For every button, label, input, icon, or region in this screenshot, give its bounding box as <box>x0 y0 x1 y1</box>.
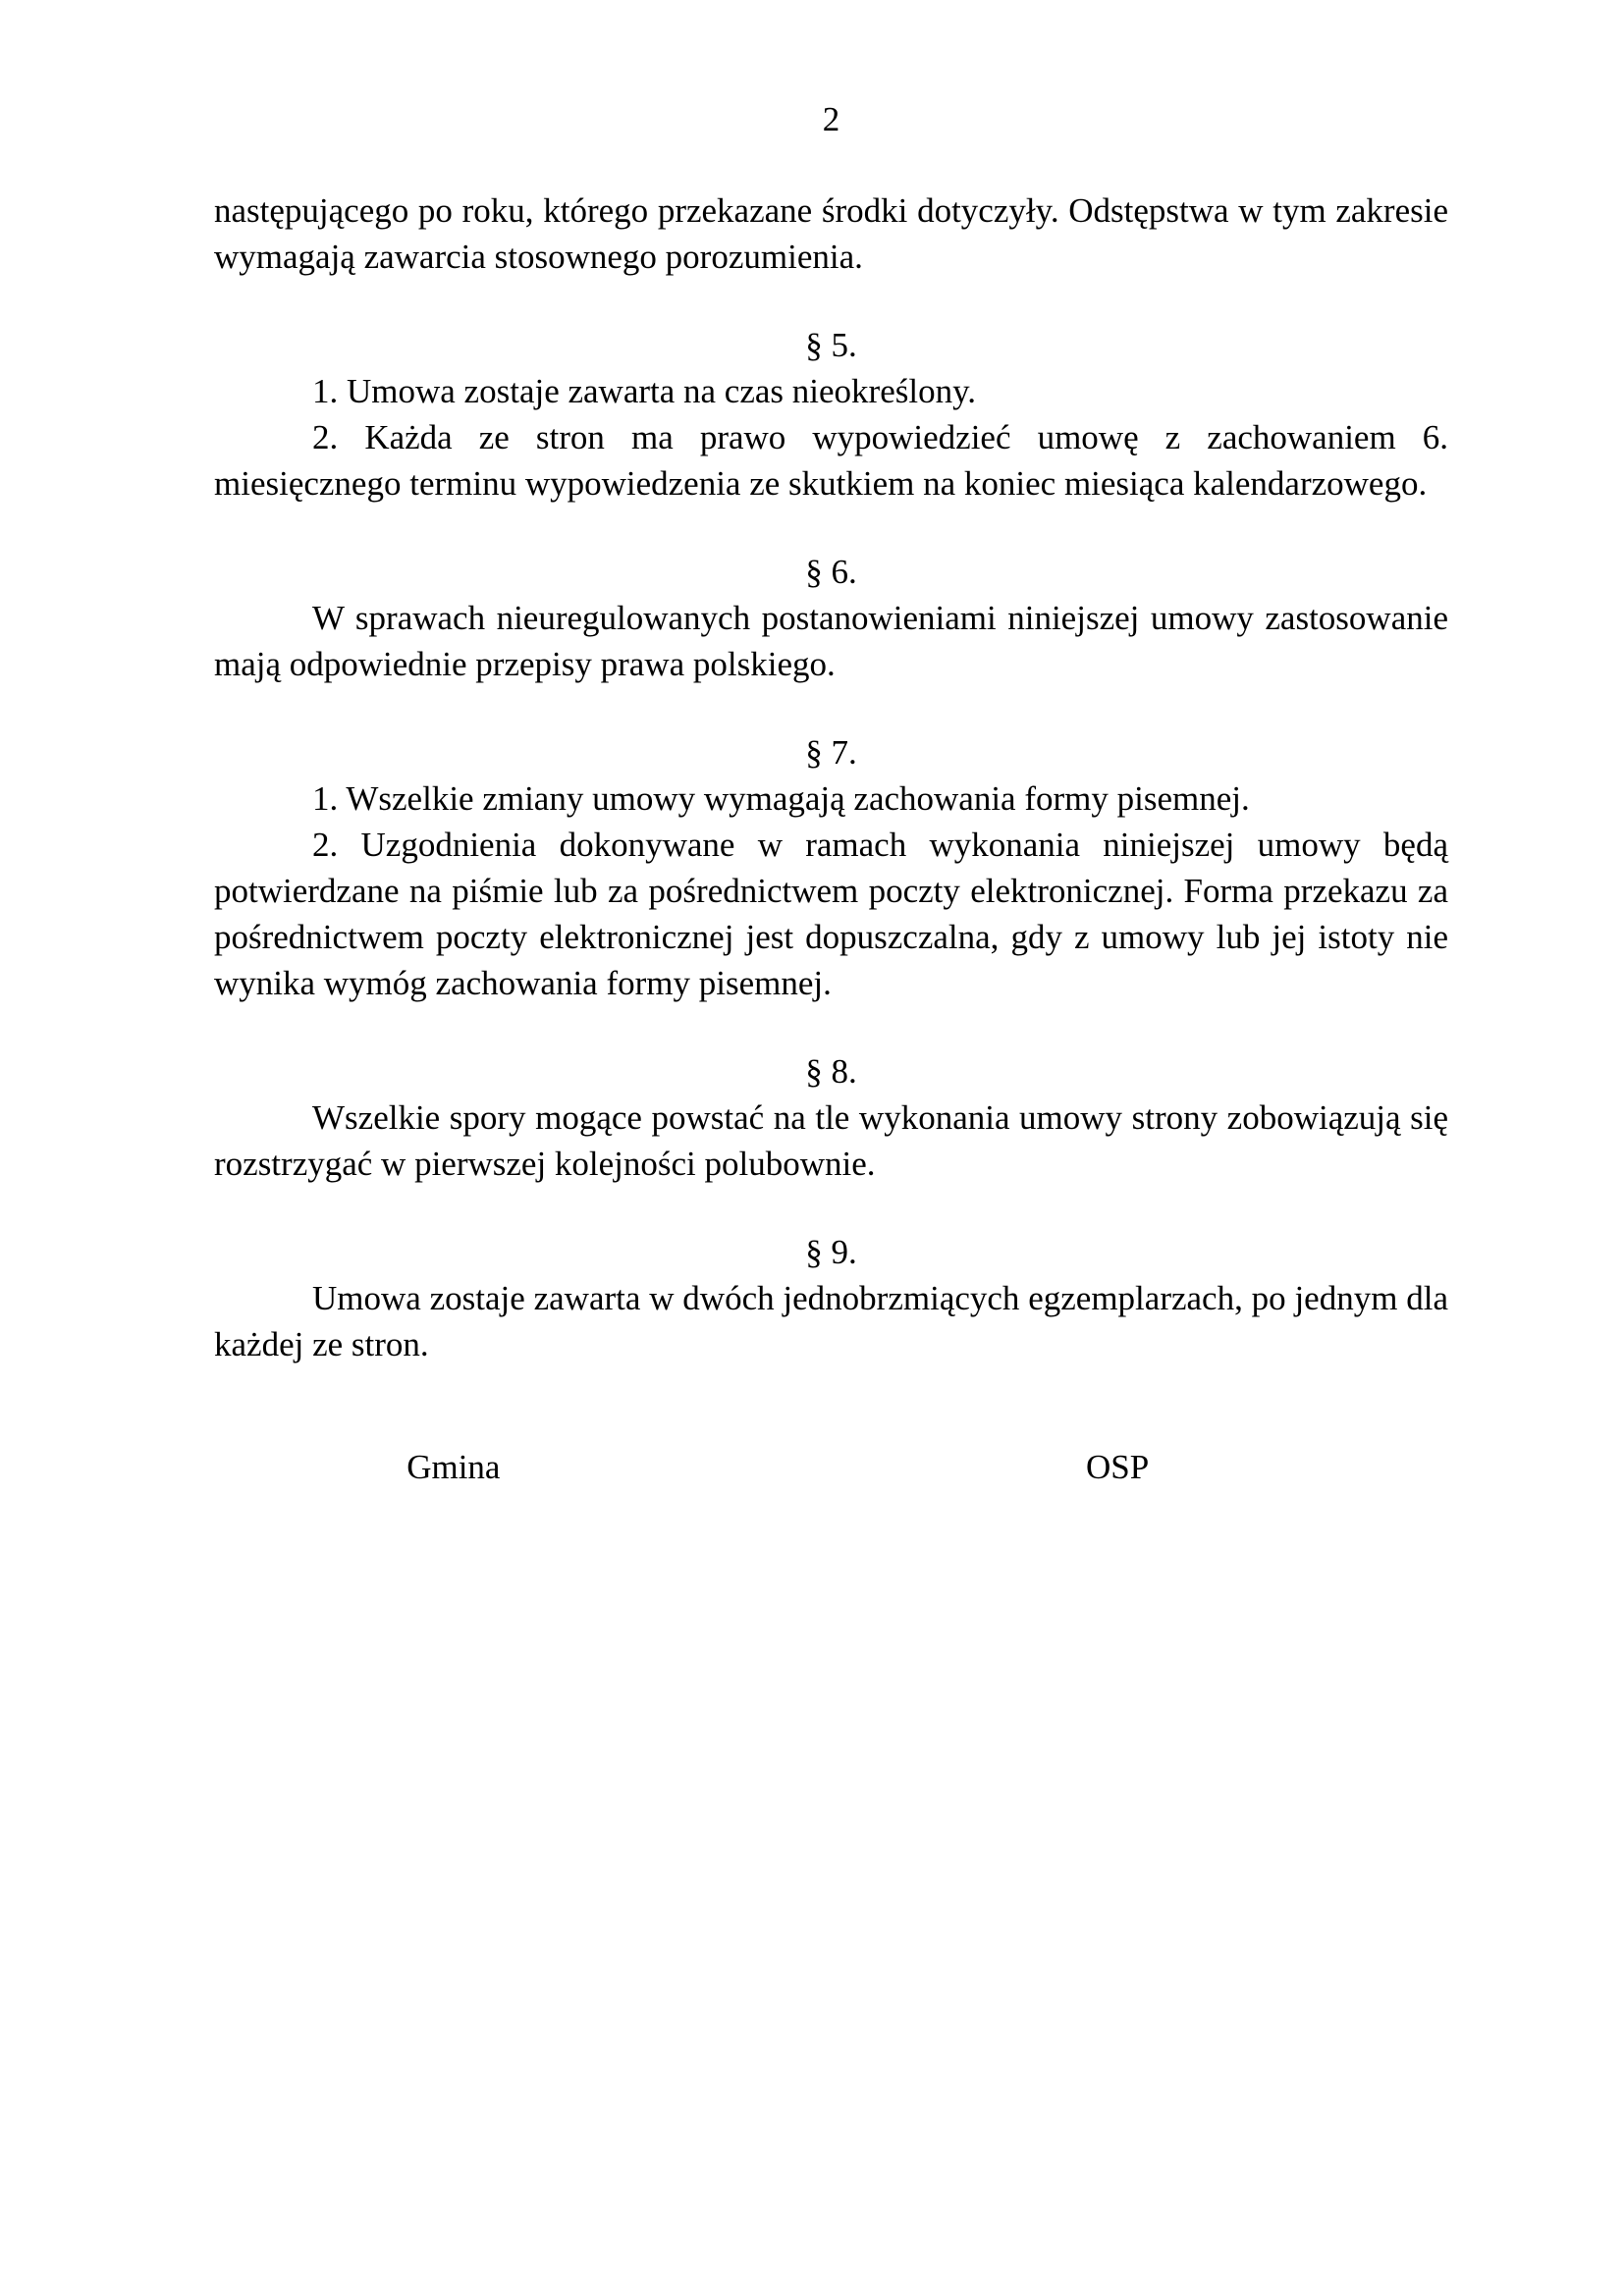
section-heading: § 9. <box>805 1233 857 1271</box>
paragraph: 1. Wszelkie zmiany umowy wymagają zachowania formy pisemnej. <box>312 779 1250 818</box>
paragraph: Wszelkie spory mogące powstać na tle wykonania umowy strony zobowiązują się rozstrzygać w pierwszej kolejności polubownie. <box>214 1098 1448 1183</box>
paragraph: następującego po roku, którego przekazane środki dotyczyły. Odstępstwa w tym zakresie wymagają zawarcia stosownego porozumienia. <box>214 191 1448 276</box>
paragraph: 1. Umowa zostaje zawarta na czas nieokreślony. <box>312 372 977 410</box>
document-content <box>214 187 1448 1367</box>
paragraph: 2. Każda ze stron ma prawo wypowiedzieć umowę z zachowaniem 6. miesięcznego terminu wypowiedzenia ze skutkiem na koniec miesiąca kalendarzowego. <box>214 418 1448 503</box>
signature-row <box>214 1444 1448 1490</box>
paragraph: Umowa zostaje zawarta w dwóch jednobrzmiących egzemplarzach, po jednym dla każdej ze stron. <box>214 1279 1448 1363</box>
signature-party-gmina: Gmina <box>406 1448 501 1486</box>
section-heading: § 6. <box>805 553 857 591</box>
signature-party-osp: OSP <box>1086 1448 1150 1486</box>
paragraph: W sprawach nieuregulowanych postanowieniami niniejszej umowy zastosowanie mają odpowiednie przepisy prawa polskiego. <box>214 599 1448 683</box>
section-heading: § 8. <box>805 1052 857 1091</box>
section-heading: § 5. <box>805 326 857 364</box>
page-number: 2 <box>822 100 840 138</box>
paragraph: 2. Uzgodnienia dokonywane w ramach wykonania niniejszej umowy będą potwierdzane na piśmie lub za pośrednictwem poczty elektronicznej. Forma przekazu za pośrednictwem poczty elektronicznej jest dopuszczalna, gdy z umowy lub jej istoty nie wynika wymóg zachowania formy pisemnej. <box>214 826 1448 1002</box>
section-heading: § 7. <box>805 733 857 772</box>
